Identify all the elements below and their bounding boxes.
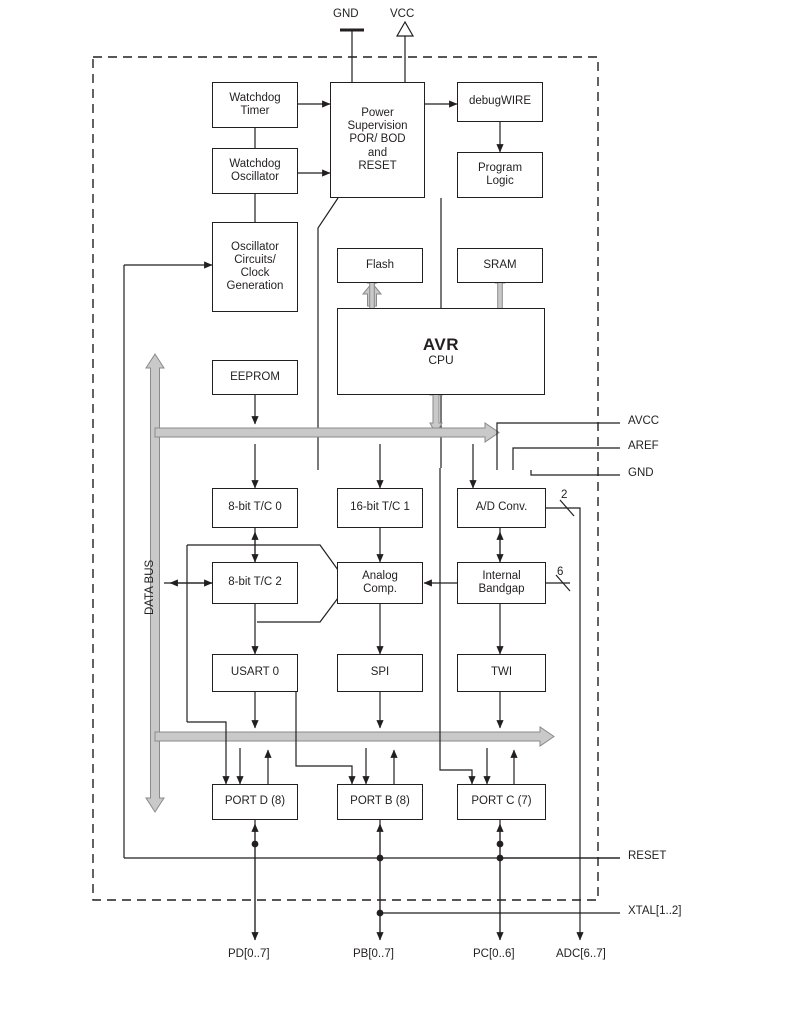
- analog-comparator-label: Analog Comp.: [362, 569, 398, 595]
- internal-bandgap-block[interactable]: [457, 562, 546, 604]
- gnd-top-label: GND: [333, 8, 359, 20]
- port-b-label: PORT B (8): [350, 795, 410, 808]
- sram-block[interactable]: [457, 248, 543, 283]
- flash-label: Flash: [365, 258, 395, 271]
- avr-cpu-label: [423, 335, 459, 368]
- adc-width-2-label: 2: [561, 489, 568, 501]
- vcc-top-label: VCC: [390, 8, 415, 20]
- eeprom-block[interactable]: [212, 360, 298, 395]
- oscillator-circuits-label: Oscillator Circuits/ Clock Generation: [226, 240, 284, 293]
- oscillator-circuits-block[interactable]: [212, 222, 298, 312]
- internal-bandgap-label: Internal Bandgap: [478, 569, 525, 595]
- timer-counter-0-label: 8-bit T/C 0: [228, 501, 282, 514]
- spi-block[interactable]: [337, 654, 423, 692]
- pb-pins-label: PB[0..7]: [353, 948, 394, 960]
- port-d-label: PORT D (8): [224, 795, 286, 808]
- port-b-block[interactable]: [337, 784, 423, 820]
- power-supervision-label: Power Supervision POR/ BOD and RESET: [347, 106, 408, 172]
- power-supervision-block[interactable]: [330, 82, 425, 198]
- pc-pins-label: PC[0..6]: [473, 948, 515, 960]
- port-c-block[interactable]: [457, 784, 546, 820]
- timer-counter-2-label: 8-bit T/C 2: [228, 576, 282, 589]
- usart-0-label: USART 0: [230, 666, 280, 679]
- watchdog-oscillator-block[interactable]: [212, 148, 298, 194]
- watchdog-oscillator-label: Watchdog Oscillator: [229, 157, 281, 183]
- eeprom-label: EEPROM: [230, 370, 280, 383]
- usart-0-block[interactable]: [212, 654, 298, 692]
- avr-cpu-block[interactable]: [337, 308, 545, 395]
- program-logic-label: Program Logic: [477, 161, 523, 187]
- watchdog-timer-label: Watchdog Timer: [229, 91, 281, 117]
- flash-block[interactable]: [337, 248, 423, 283]
- timer-counter-1-label: 16-bit T/C 1: [350, 501, 410, 514]
- avr-cpu-label-small: CPU: [428, 353, 454, 368]
- gnd-signal-label: GND: [628, 467, 654, 479]
- timer-counter-1-block[interactable]: [337, 488, 423, 528]
- sram-label: SRAM: [483, 258, 517, 271]
- pd-pins-label: PD[0..7]: [228, 948, 270, 960]
- watchdog-timer-block[interactable]: [212, 82, 298, 128]
- port-d-block[interactable]: [212, 784, 298, 820]
- debugwire-label: debugWIRE: [468, 95, 531, 108]
- xtal-signal-label: XTAL[1..2]: [628, 905, 682, 917]
- adc-width-6-label: 6: [557, 566, 564, 578]
- spi-label: SPI: [370, 666, 390, 679]
- aref-signal-label: AREF: [628, 440, 659, 452]
- timer-counter-0-block[interactable]: [212, 488, 298, 528]
- data-bus-label: DATA BUS: [144, 559, 156, 615]
- ad-converter-block[interactable]: [457, 488, 546, 528]
- program-logic-block[interactable]: [457, 152, 543, 198]
- ad-converter-label: A/D Conv.: [475, 501, 528, 514]
- analog-comparator-block[interactable]: [337, 562, 423, 604]
- debugwire-block[interactable]: [457, 82, 543, 122]
- timer-counter-2-block[interactable]: [212, 562, 298, 604]
- twi-block[interactable]: [457, 654, 546, 692]
- reset-signal-label: RESET: [628, 850, 667, 862]
- avr-cpu-label-bold: AVR: [422, 334, 460, 354]
- adc-pins-label: ADC[6..7]: [556, 948, 606, 960]
- port-c-label: PORT C (7): [471, 795, 532, 808]
- twi-label: TWI: [490, 666, 513, 679]
- avcc-signal-label: AVCC: [628, 415, 660, 427]
